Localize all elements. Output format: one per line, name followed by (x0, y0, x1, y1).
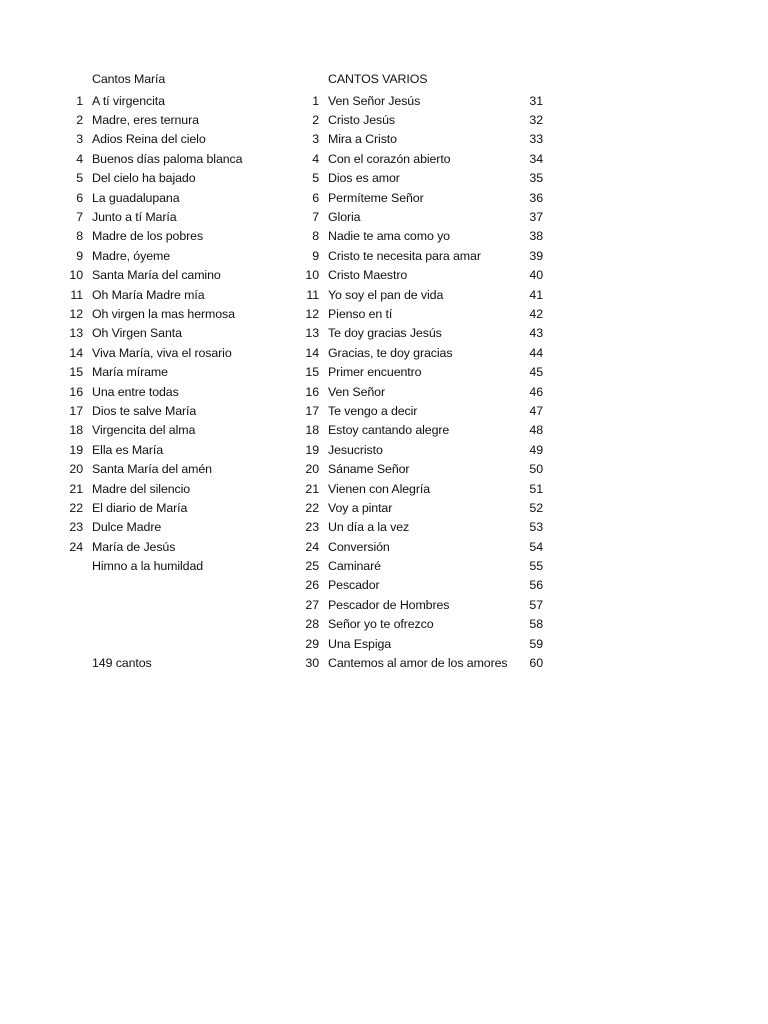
right-song-extra-number: 54 (529, 539, 543, 554)
song-row (56, 227, 543, 246)
right-song-extra-number: 41 (529, 287, 543, 302)
song-row (56, 324, 543, 343)
right-song-title: Te vengo a decir (328, 403, 418, 418)
extra-header-num (528, 69, 543, 89)
right-song-title: Vienen con Alegría (328, 481, 430, 496)
right-song-number: 1 (312, 93, 319, 108)
song-row (56, 518, 543, 537)
left-song-number: 4 (76, 151, 83, 166)
right-song-number: 15 (305, 365, 319, 380)
right-song-title: Yo soy el pan de vida (328, 287, 444, 302)
song-row (56, 343, 543, 362)
right-song-title: Señor yo te ofrezco (328, 617, 434, 632)
song-row (56, 459, 543, 478)
right-song-extra-number: 57 (529, 597, 543, 612)
left-song-title: Himno a la humildad (92, 559, 204, 574)
right-song-extra-number: 38 (529, 229, 543, 244)
song-row (56, 188, 543, 207)
left-song-number: 1 (76, 93, 83, 108)
left-song-number: 7 (76, 210, 83, 225)
song-row (56, 207, 543, 226)
right-song-title: Cristo Maestro (328, 268, 408, 283)
left-song-title: Oh virgen la mas hermosa (92, 306, 235, 321)
left-song-title: La guadalupana (92, 190, 180, 205)
song-row (56, 440, 543, 459)
right-song-extra-number: 31 (529, 93, 543, 108)
song-row (56, 266, 543, 285)
header-row (56, 69, 543, 89)
right-song-title: Gloria (328, 210, 361, 225)
right-song-number: 14 (305, 345, 319, 360)
right-song-extra-number: 48 (529, 423, 543, 438)
left-song-number: 22 (69, 500, 83, 515)
song-row (56, 246, 543, 265)
right-song-extra-number: 51 (529, 481, 543, 496)
left-song-title: Virgencita del alma (92, 423, 196, 438)
song-row (56, 634, 543, 653)
left-song-number (56, 634, 83, 653)
right-song-title: Nadie te ama como yo (328, 229, 450, 244)
left-song-title: 149 cantos (92, 656, 152, 671)
song-row (56, 479, 543, 498)
left-song-number: 6 (76, 190, 83, 205)
right-song-extra-number: 49 (529, 442, 543, 457)
left-song-title: Oh Virgen Santa (92, 326, 182, 341)
left-song-title: Buenos días paloma blanca (92, 151, 243, 166)
left-song-title: Del cielo ha bajado (92, 171, 196, 186)
right-song-number: 2 (312, 113, 319, 128)
left-song-number: 12 (69, 306, 83, 321)
right-song-extra-number: 35 (529, 171, 543, 186)
left-song-number: 15 (69, 365, 83, 380)
left-song-title: María mírame (92, 365, 168, 380)
song-index-body (56, 69, 543, 673)
left-song-number: 5 (76, 171, 83, 186)
left-song-number: 20 (69, 462, 83, 477)
song-row (56, 421, 543, 440)
right-song-number: 17 (305, 403, 319, 418)
right-song-extra-number: 52 (529, 500, 543, 515)
right-song-title: Gracias, te doy gracias (328, 345, 453, 360)
right-song-number: 28 (305, 617, 319, 632)
song-row (56, 149, 543, 168)
right-song-extra-number: 32 (529, 113, 543, 128)
left-song-number: 17 (69, 403, 83, 418)
left-song-title: El diario de María (92, 500, 188, 515)
right-song-number: 27 (305, 597, 319, 612)
right-song-number: 18 (305, 423, 319, 438)
right-song-number: 24 (305, 539, 319, 554)
right-song-title: Pienso en tí (328, 306, 393, 321)
song-row (56, 362, 543, 381)
right-song-title: Ven Señor (328, 384, 385, 399)
right-column-header: CANTOS VARIOS (328, 72, 428, 86)
left-song-number: 14 (69, 345, 83, 360)
right-song-number: 10 (305, 268, 319, 283)
right-song-title: Cantemos al amor de los amores (328, 656, 508, 671)
right-song-number: 11 (306, 287, 319, 302)
song-row (56, 537, 543, 556)
right-song-extra-number: 53 (529, 520, 543, 535)
right-song-number: 21 (305, 481, 319, 496)
right-song-extra-number: 59 (529, 636, 543, 651)
left-song-title: Viva María, viva el rosario (92, 345, 232, 360)
right-song-number: 4 (312, 151, 319, 166)
song-row (56, 304, 543, 323)
left-song-number (56, 576, 83, 595)
right-song-extra-number: 42 (529, 306, 543, 321)
right-song-title: Pescador (328, 578, 380, 593)
right-song-extra-number: 47 (529, 403, 543, 418)
song-index-table (56, 69, 543, 673)
left-song-number: 18 (69, 423, 83, 438)
right-song-title: Dios es amor (328, 171, 400, 186)
right-song-extra-number: 33 (529, 132, 543, 147)
left-song-number: 11 (70, 287, 83, 302)
right-song-extra-number: 34 (529, 151, 543, 166)
right-song-title: Ven Señor Jesús (328, 93, 421, 108)
right-song-title: Cristo te necesita para amar (328, 248, 481, 263)
right-song-number: 22 (305, 500, 319, 515)
left-song-number: 16 (69, 384, 83, 399)
left-song-title (83, 615, 292, 634)
song-row (56, 285, 543, 304)
right-song-extra-number: 50 (529, 462, 543, 477)
left-song-number (56, 595, 83, 614)
right-song-title: Jesucristo (328, 442, 383, 457)
right-song-title: Una Espiga (328, 636, 392, 651)
right-song-extra-number: 40 (529, 268, 543, 283)
right-song-number: 30 (305, 656, 319, 671)
right-song-title: Un día a la vez (328, 520, 410, 535)
right-song-extra-number: 60 (529, 656, 543, 671)
right-song-title: Sáname Señor (328, 462, 410, 477)
left-song-title: Oh María Madre mía (92, 287, 205, 302)
left-song-title (83, 595, 292, 614)
song-row (56, 498, 543, 517)
song-row (56, 91, 543, 110)
left-song-number: 13 (69, 326, 83, 341)
right-song-extra-number: 44 (529, 345, 543, 360)
right-song-number: 13 (305, 326, 319, 341)
left-song-number: 2 (76, 113, 83, 128)
right-song-number: 3 (312, 132, 319, 147)
right-song-number: 7 (312, 210, 319, 225)
song-row (56, 110, 543, 129)
right-song-number: 12 (305, 306, 319, 321)
right-song-number: 26 (305, 578, 319, 593)
left-song-number: 10 (69, 268, 83, 283)
right-song-extra-number: 45 (529, 365, 543, 380)
left-song-title: Madre, eres ternura (92, 113, 199, 128)
song-row (56, 595, 543, 614)
right-song-title: Caminaré (328, 559, 381, 574)
left-song-title: Madre de los pobres (92, 229, 204, 244)
left-song-number: 9 (76, 248, 83, 263)
left-song-title: Madre, óyeme (92, 248, 170, 263)
right-song-number: 16 (305, 384, 319, 399)
right-header-num (292, 69, 319, 89)
left-song-number (56, 653, 83, 672)
right-song-number: 29 (305, 636, 319, 651)
song-row (56, 615, 543, 634)
right-song-title: Mira a Cristo (328, 132, 397, 147)
right-song-title: Te doy gracias Jesús (328, 326, 442, 341)
right-song-title: Cristo Jesús (328, 113, 395, 128)
right-song-extra-number: 43 (529, 326, 543, 341)
left-song-number: 3 (76, 132, 83, 147)
right-song-number: 5 (312, 171, 319, 186)
left-song-title: Ella es María (92, 442, 164, 457)
left-song-title: A tí virgencita (92, 93, 165, 108)
right-song-number: 19 (305, 442, 319, 457)
right-song-title: Estoy cantando alegre (328, 423, 450, 438)
left-song-number: 24 (69, 539, 83, 554)
right-song-number: 8 (312, 229, 319, 244)
song-row (56, 169, 543, 188)
left-song-title (83, 576, 292, 595)
right-song-number: 6 (312, 190, 319, 205)
right-song-title: Primer encuentro (328, 365, 422, 380)
left-song-number (56, 556, 83, 575)
left-song-number (56, 615, 83, 634)
right-song-extra-number: 39 (529, 248, 543, 263)
left-song-number: 19 (69, 442, 83, 457)
song-row (56, 653, 543, 672)
right-song-extra-number: 46 (529, 384, 543, 399)
right-song-number: 9 (312, 248, 319, 263)
right-song-title: Permíteme Señor (328, 190, 424, 205)
right-song-extra-number: 37 (529, 210, 543, 225)
left-song-title: Santa María del amén (92, 462, 212, 477)
right-song-extra-number: 56 (529, 578, 543, 593)
left-song-number: 8 (76, 229, 83, 244)
right-song-number: 20 (305, 462, 319, 477)
right-song-title: Voy a pintar (328, 500, 393, 515)
left-column-header: Cantos María (92, 72, 166, 86)
right-song-extra-number: 58 (529, 617, 543, 632)
right-song-extra-number: 36 (529, 190, 543, 205)
left-song-title: Madre del silencio (92, 481, 191, 496)
left-song-title: Junto a tí María (92, 210, 177, 225)
right-song-title: Con el corazón abierto (328, 151, 451, 166)
left-song-number: 23 (69, 520, 83, 535)
song-row (56, 576, 543, 595)
right-song-title: Conversión (328, 539, 390, 554)
left-song-number: 21 (69, 481, 83, 496)
left-song-title: Dios te salve María (92, 403, 197, 418)
left-song-title: Santa María del camino (92, 268, 221, 283)
right-song-number: 23 (305, 520, 319, 535)
left-song-title: Una entre todas (92, 384, 179, 399)
left-song-title: Adios Reina del cielo (92, 132, 206, 147)
right-song-extra-number: 55 (529, 559, 543, 574)
song-row (56, 130, 543, 149)
song-row (56, 556, 543, 575)
song-row (56, 401, 543, 420)
right-song-number: 25 (305, 559, 319, 574)
left-header-num (56, 69, 83, 89)
left-song-title: María de Jesús (92, 539, 176, 554)
left-song-title (83, 634, 292, 653)
right-song-title: Pescador de Hombres (328, 597, 450, 612)
song-row (56, 382, 543, 401)
left-song-title: Dulce Madre (92, 520, 162, 535)
